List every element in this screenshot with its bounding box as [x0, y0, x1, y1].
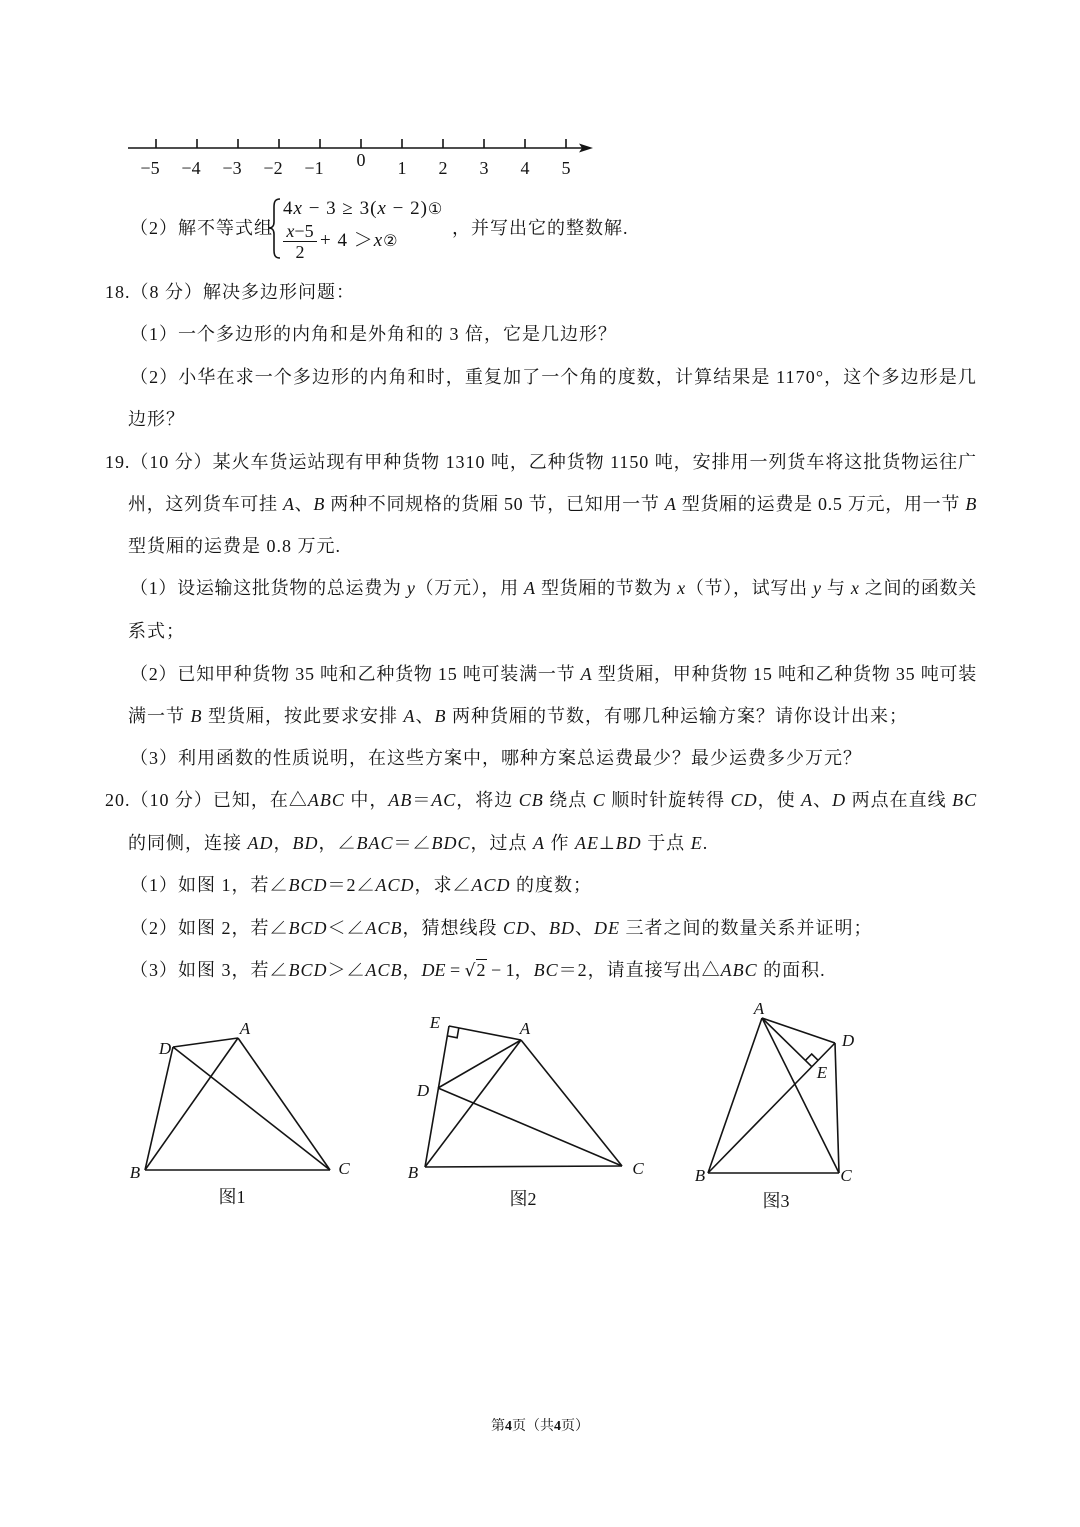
sqrt-icon: √	[464, 961, 476, 981]
sqrt-radicand: 2	[476, 960, 486, 980]
number-line-label: 3	[479, 158, 489, 178]
math-variable: DE	[421, 960, 446, 980]
q20-part3-prefix: （3）如图 3，若∠BCD＞∠ACB，	[130, 960, 422, 980]
inequality-1	[283, 198, 442, 220]
point-label-B: B	[407, 1163, 419, 1182]
figure-2	[408, 1013, 645, 1209]
math-variable: AD	[247, 833, 274, 853]
math-variable: BAC	[356, 833, 394, 853]
q19-stem-line: 型货厢的运费是 0.8 万元.	[128, 536, 341, 556]
number-line-label: 2	[438, 158, 448, 178]
q20-stem-line: 的同侧，连接 AD，BD，∠BAC＝∠BDC，过点 A 作 AE⊥BD 于点 E.	[128, 833, 709, 853]
point-label-C: C	[338, 1159, 350, 1178]
inequality-2-expression: + 4 ＞x	[320, 230, 384, 251]
figure-1	[130, 1019, 351, 1207]
segment-AC	[521, 1040, 622, 1166]
math-variable: A	[533, 833, 545, 853]
q17-part2-tail: ，并写出它的整数解.	[452, 218, 629, 238]
math-variable: AE	[575, 833, 599, 853]
q20-part2: （2）如图 2，若∠BCD＜∠ACB，猜想线段 CD、BD、DE 三者之间的数量关系并证明；	[130, 918, 873, 938]
figure-caption: 图3	[762, 1191, 790, 1211]
footer-middle: 页（共	[512, 1419, 554, 1434]
q19-part3: （3）利用函数的性质说明，在这些方案中，哪种方案总运费最少？最少运费多少万元？	[130, 748, 862, 768]
segment-AE	[762, 1018, 812, 1067]
math-variable: BDC	[431, 833, 471, 853]
q20-part1: （1）如图 1，若∠BCD＝2∠ACD，求∠ACD 的度数；	[130, 875, 592, 895]
inequality-2-fraction	[283, 222, 317, 262]
math-variable: CD	[730, 790, 758, 810]
segment-AD	[438, 1040, 521, 1088]
segment-DC	[835, 1043, 839, 1173]
math-variable: AB	[388, 790, 413, 810]
figure-caption: 图1	[218, 1187, 246, 1207]
math-variable: BCD	[288, 918, 328, 938]
number-line-label: 1	[397, 158, 407, 178]
math-variable: BD	[292, 833, 319, 853]
q20-part3-equation-rhs: − 1	[486, 960, 515, 980]
inequality-1-mark: ①	[427, 199, 443, 218]
q18-header: 18.（8 分）解决多边形问题：	[105, 282, 355, 302]
inequality-2	[320, 230, 398, 252]
segment-DA	[173, 1038, 238, 1047]
math-variable: A	[282, 494, 295, 514]
point-label-B: B	[129, 1163, 141, 1182]
number-line	[128, 139, 593, 178]
math-variable: BCD	[288, 875, 328, 895]
math-variable: A	[801, 790, 814, 810]
math-variable: BCD	[288, 960, 328, 980]
inequality-2-mark: ②	[383, 231, 398, 250]
point-label-D: D	[158, 1039, 172, 1058]
segment-EA	[449, 1026, 521, 1040]
segment-AB	[708, 1018, 762, 1173]
q20-stem-line: 20.（10 分）已知，在△ABC 中，AB＝AC，将边 CB 绕点 C 顺时针旋转得 CD，使 A、D 两点在直线 BC	[105, 790, 978, 810]
segment-DC	[173, 1047, 330, 1170]
math-variable: x	[850, 578, 860, 598]
math-variable: BD	[549, 918, 576, 938]
math-variable: A	[403, 706, 416, 726]
number-line-ticks	[140, 139, 570, 178]
number-line-label: −3	[222, 158, 242, 178]
math-variable: x	[373, 230, 384, 251]
math-variable: A	[580, 664, 593, 684]
point-label-D: D	[841, 1031, 855, 1050]
math-variable: x	[293, 198, 303, 219]
number-line-label: 4	[520, 158, 530, 178]
number-line-label: −1	[304, 158, 324, 178]
segment-BC	[425, 1166, 622, 1167]
point-label-A: A	[519, 1019, 531, 1038]
math-variable: x	[377, 198, 387, 219]
math-variable: BC	[952, 790, 978, 810]
q19-part1-line: 系式；	[128, 621, 185, 641]
math-variable: y	[406, 578, 416, 598]
math-variable: CD	[503, 918, 531, 938]
figure-caption: 图2	[509, 1189, 537, 1209]
math-variable: DE	[594, 918, 621, 938]
q19-stem-line: 州，这列货车可挂 A、B 两种不同规格的货厢 50 节，已知用一节 A 型货厢的运费是 0.5 万元，用一节 B	[128, 494, 978, 514]
figure-3	[695, 999, 855, 1211]
q18-part2-line: 边形？	[128, 409, 185, 429]
point-label-C: C	[632, 1159, 644, 1178]
number-line-label: −4	[181, 158, 201, 178]
point-label-A: A	[239, 1019, 251, 1038]
math-variable: ABC	[720, 960, 758, 980]
segment-DB	[145, 1047, 173, 1170]
segment-AC	[238, 1038, 330, 1170]
footer-page-number: 4	[505, 1419, 512, 1434]
point-label-D: D	[416, 1081, 430, 1100]
math-variable: ACD	[471, 875, 511, 895]
math-variable: B	[190, 706, 203, 726]
fraction-denominator: 2	[295, 242, 305, 262]
math-variable: ABC	[307, 790, 345, 810]
footer-total-pages: 4	[554, 1419, 561, 1434]
right-angle-icon	[805, 1054, 818, 1060]
number-line-label: −2	[263, 158, 283, 178]
point-label-A: A	[753, 999, 765, 1018]
q17-part2-label: （2）解不等式组	[130, 218, 273, 238]
page-footer	[0, 1417, 1080, 1437]
math-variable: y	[813, 578, 822, 598]
inequality-1-expression: 4x − 3 ≥ 3(x − 2)	[283, 198, 428, 219]
math-variable: ACD	[375, 875, 415, 895]
math-variable: ACB	[365, 918, 403, 938]
fraction-numerator: x−5	[283, 222, 317, 242]
q20-part3-suffix: ，BC＝2，请直接写出△ABC 的面积.	[514, 960, 826, 980]
math-variable: A	[524, 578, 536, 598]
segment-DC	[438, 1088, 622, 1166]
point-label-C: C	[840, 1166, 852, 1185]
math-variable: A	[664, 494, 677, 514]
math-variable: B	[313, 494, 326, 514]
q20-part3	[130, 959, 826, 982]
footer-suffix: 页）	[561, 1419, 589, 1434]
q19-part1-line: （1）设运输这批货物的总运费为 y（万元），用 A 型货厢的节数为 x（节），试写出 y 与 x 之间的函数关	[130, 578, 978, 598]
math-variable: E	[690, 833, 703, 853]
math-variable: AC	[431, 790, 457, 810]
math-variable: BD	[615, 833, 642, 853]
footer-prefix: 第	[491, 1419, 505, 1434]
q19-part2-line: （2）已知甲种货物 35 吨和乙种货物 15 吨可装满一节 A 型货厢，甲种货物 15 吨和乙种货物 35 吨可装	[130, 664, 978, 684]
math-variable: ACB	[365, 960, 403, 980]
number-line-label: −5	[140, 158, 160, 178]
q18-part2-line: （2）小华在求一个多边形的内角和时，重复加了一个角的度数，计算结果是 1170°，这个多边形是几	[130, 367, 977, 387]
math-variable: C	[592, 790, 606, 810]
point-label-E: E	[816, 1063, 828, 1082]
number-line-label: 0	[356, 150, 366, 170]
number-line-label: 5	[561, 158, 571, 178]
q19-part2-line: 满一节 B 型货厢，按此要求安排 A、B 两种货厢的节数，有哪几种运输方案？请你设计出来；	[128, 706, 908, 726]
point-label-B: B	[694, 1166, 706, 1185]
q20-part3-equation-lhs: DE =	[421, 960, 465, 980]
math-variable: BC	[533, 960, 559, 980]
math-variable: D	[832, 790, 847, 810]
math-variable: B	[965, 494, 978, 514]
q18-part1: （1）一个多边形的内角和是外角和的 3 倍，它是几边形？	[130, 324, 617, 344]
math-variable: B	[434, 706, 447, 726]
math-variable: x	[677, 578, 686, 598]
math-variable: CB	[518, 790, 544, 810]
point-label-E: E	[429, 1013, 441, 1032]
math-variable: x	[286, 221, 295, 241]
q19-stem-line: 19.（10 分）某火车货运站现有甲种货物 1310 吨，乙种货物 1150 吨，安排用一列货车将这批货物运往广	[105, 452, 977, 472]
